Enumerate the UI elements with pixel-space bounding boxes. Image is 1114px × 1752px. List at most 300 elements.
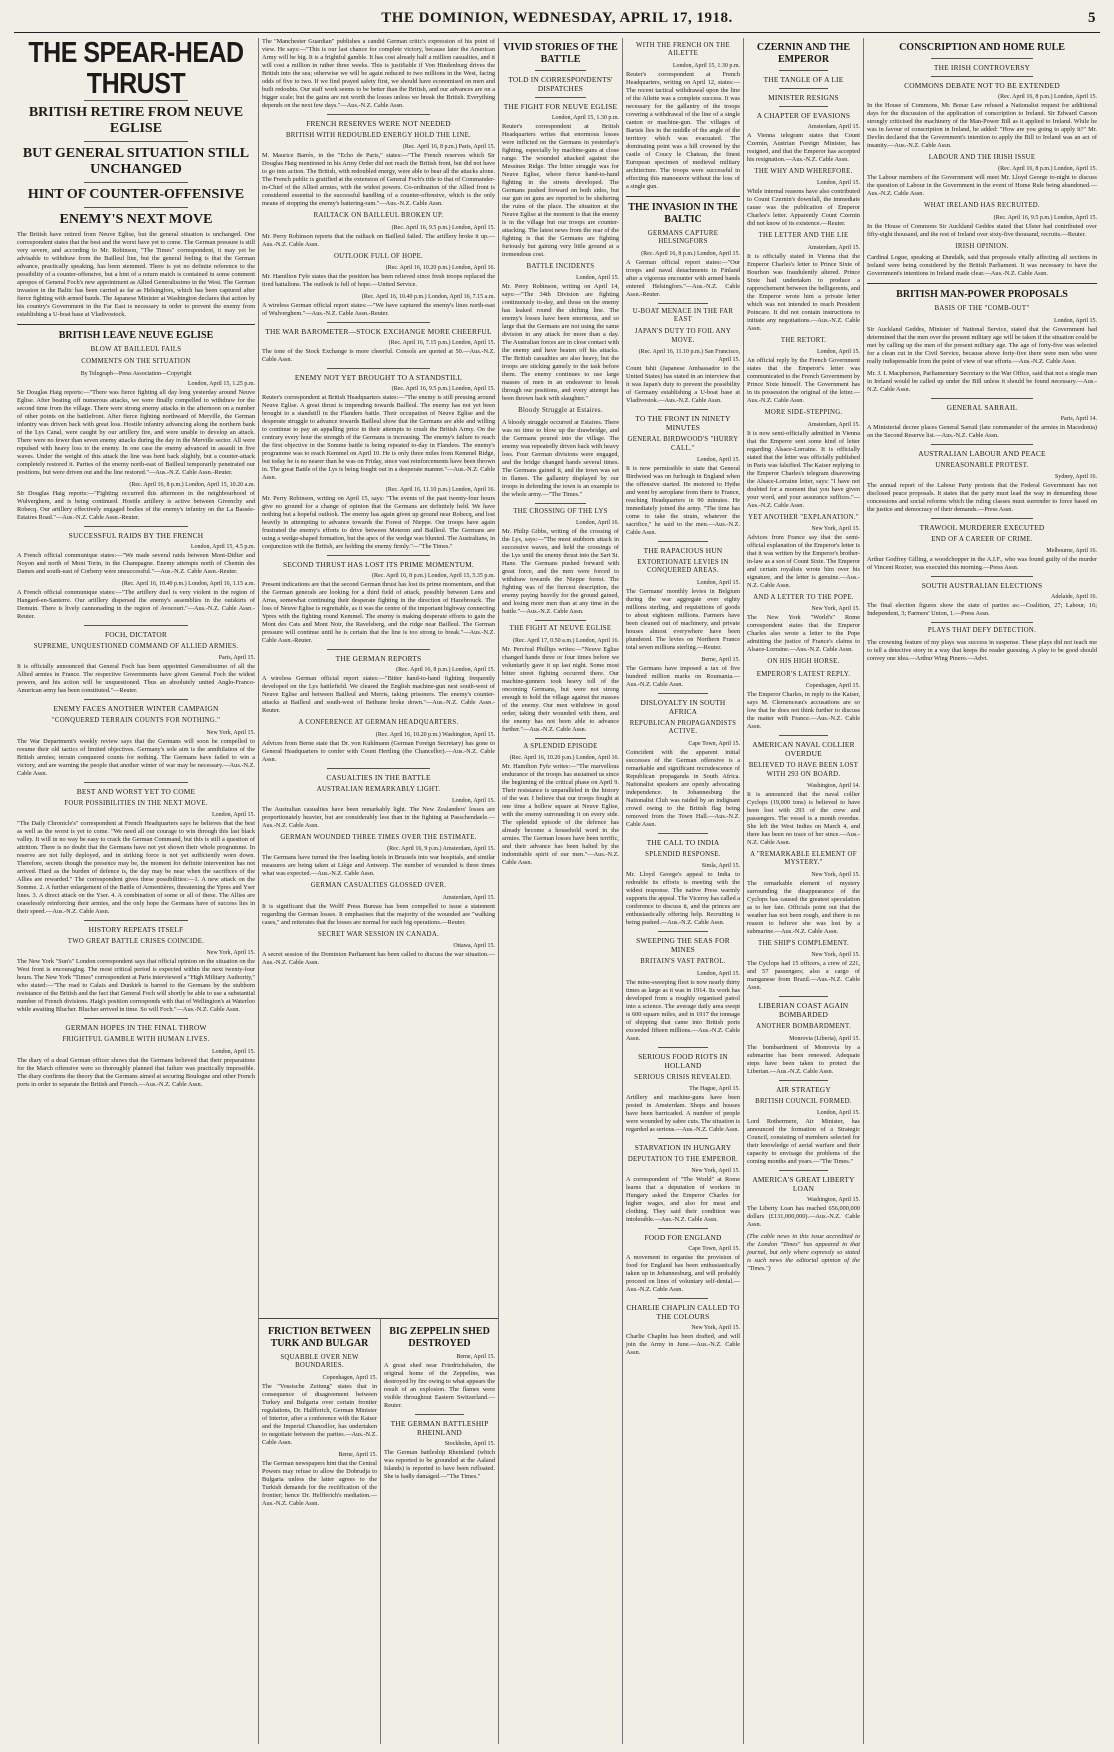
article-text: A correspondent of "The World" at Rome learns that a deputation of workers in Hungary asked the Emperor Charles for higher wages, and also for meat and clothing. They said their condition was intolerable.—Aus.-N.Z. Cable Assn. bbox=[626, 1176, 740, 1224]
rule bbox=[779, 996, 829, 997]
dateline: (Rec. April 16, 8 p.m.) London, April 15. bbox=[998, 94, 1097, 100]
rule bbox=[327, 322, 430, 323]
article-text: A secret session of the Dominion Parliament has been called to discuss the war situation.—Aus.-N.Z. Cable Assn. bbox=[262, 951, 495, 967]
rule bbox=[535, 620, 587, 621]
dateline: Berne, April 15. bbox=[701, 656, 740, 663]
headline: BEST AND WORST YET TO COME bbox=[76, 786, 196, 796]
dateline: Amsterdam, April 15. bbox=[807, 421, 860, 428]
article-text: The "Manchester Guardian" publishes a candid German critic's expression of his point of view. He says:—"This is our last chance for complete victory, because later the American Army will be big. It is a frightful gamble. It has cost already half a million casualties, and it will cost a million in rather three weeks. This is justifiable if Von Hindenburg drives the British into the sea; otherwise we will be again reduced to two millions in the West, facing odds of five to two. If we find prayed safety first, we should have economised on men and built redoubts. Our staff work seems to be better than the British, and our advances are on a bigger scale; but the gains are not worth the losses unless we break the British. Everything depends on the next few days."—Aus.-N.Z. Cable Assn. bbox=[262, 38, 495, 109]
article-text: The German newspapers hint that the Central Powers may refuse to allow the Dobrudja to Bulgaria unless the latter agrees to the Turkish demands for the rectification of the frontier; hence Dr. Helfferich's mediation.—Aus.-N.Z. Cable Assn. bbox=[262, 1459, 377, 1507]
headline: ENEMY'S NEXT MOVE bbox=[59, 212, 213, 227]
dateline: London, April 15, 1.25 p.m. bbox=[187, 380, 255, 387]
subheadline: LABOUR AND THE IRISH ISSUE bbox=[928, 154, 1036, 161]
rule bbox=[779, 70, 829, 71]
page-number: 5 bbox=[1088, 10, 1096, 26]
dateline: London, April 15. bbox=[697, 579, 740, 586]
headline: AMERICA'S GREAT LIBERTY LOAN bbox=[752, 1175, 855, 1194]
rule bbox=[259, 1318, 498, 1319]
headline: BUT GENERAL SITUATION STILL UNCHANGED bbox=[22, 146, 250, 177]
rule bbox=[327, 555, 430, 556]
dateline: The Hague, April 15. bbox=[689, 1085, 740, 1092]
rule bbox=[931, 76, 1032, 77]
rule bbox=[415, 1414, 464, 1415]
article-text: A French official communique states:—"We made several raids between Mont-Didier and Noyon and north of Mont Torin, in the Champagne. Enemy attempts north of Chemin des Dames and south-east of Corbeny were unsuccessful."—Aus.-N.Z. Cable Assn.-Reuter. bbox=[17, 551, 255, 575]
subheadline: BELIEVED TO HAVE BEEN LOST WITH 293 ON BOARD. bbox=[748, 762, 859, 778]
column-1 bbox=[14, 38, 258, 1744]
headline: CZERNIN AND THE EMPEROR bbox=[756, 42, 851, 65]
subheadline: RAILTACK ON BAILLEUL BROKEN UP. bbox=[313, 212, 444, 220]
subheadline: U-BOAT MENACE IN THE FAR EAST bbox=[632, 307, 734, 324]
headline: VIVID STORIES OF THE BATTLE bbox=[503, 42, 618, 65]
masthead-title: THE DOMINION, WEDNESDAY, APRIL 17, 1918. bbox=[381, 10, 733, 26]
headline: BRITISH RETIRE FROM NEUVE EGLISE bbox=[28, 105, 244, 136]
rule bbox=[84, 182, 189, 183]
article-text: In the House of Commons, Mr. Bonar Law refused a Nationalist request for additional days for the discussion of the application of conscription to Ireland. Sir Edward Carson strongly criticised the machinery of the Man-Power Bill as it applied to Ireland. While he was in favour of conscription in Ireland, he added: "How are you going to apply it?" Mr. Devlin declared that the Government's intention to apply the Bill to Ireland was an act of insanity.—Aus.-N.Z. Cable Assn. bbox=[867, 102, 1097, 149]
subheadline: TWO GREAT BATTLE CRISES COINCIDE. bbox=[67, 938, 205, 946]
dateline: (Rec. April 16, 9 p.m.) Amsterdam, April 15. bbox=[387, 846, 495, 853]
subheadline: WITH THE FRENCH ON THE AILETTE bbox=[636, 42, 730, 58]
dateline: (Rec. April 16, 10.20 p.m.) London, April 16. bbox=[509, 755, 619, 762]
headline: THE GERMAN REPORTS bbox=[335, 654, 422, 664]
subheadline: "CONQUERED TERRAIN COUNTS FOR NOTHING." bbox=[51, 717, 221, 725]
article-text: A German official report states:—"Our troops and naval detachments in Finland after a vigorous encounter with armed bands entered Helsingfors."—Aus.-N.Z. Cable Assn.-Reuter. bbox=[626, 258, 740, 298]
article-text: "The Daily Chronicle's" correspondent at French Headquarters says he believes that the best as well as the worst is yet to come. "We need all our courage to win through this last black valley. It will in no way be easy to crack the German Command, but this is still a question of attrition. There is no doubt that the Germans have not yet shown their whole programme. In reserve are not fully deployed, and in striking force is not yet sufficiently worn down. Therefore, secrets though the presence may be, the moment for definite intervention has not arrived. Hard as the burden of defence is, the day may be near when the sacrifices of the Allies are rewarded." The correspondent gives these possibilities:—1. A new attack on the Somme. 2. A further enlargement of the Battle of Armentières, threatening the Ypres and Yser lines. 3. A direct attack on the Yser. 4. A combination of some or all of these. The Allies are ceaselessly reinforcing their armies, and the only hope the Germans have of success lies in their speed.—Aus.-N.Z. Cable Assn. bbox=[17, 820, 255, 916]
dateline: (Rec. April 16, 8 p.m.) London, April 15, 5.35 p.m. bbox=[372, 573, 495, 580]
subheadline: PLAYS THAT DEFY DETECTION. bbox=[927, 627, 1037, 635]
rule bbox=[84, 782, 189, 783]
rule bbox=[658, 833, 708, 834]
dateline: London, April 15. bbox=[817, 1110, 860, 1117]
dateline: (Rec. April 16, 10.40 p.m.) London, April 16, 7.15 a.m. bbox=[361, 294, 495, 301]
article-text: The German battleship Rheinland (which was reported to be grounded at the Aaland Islands) is reported to have been refloated. She is badly damaged.—"The Times." bbox=[384, 1449, 495, 1480]
rule bbox=[867, 283, 1097, 284]
dateline: Cape Town, April 15. bbox=[688, 740, 740, 747]
subheadline: IRISH OPINION. bbox=[955, 242, 1009, 250]
article-text: Mr. Perry Robinson reports that the railtack on Bailleul failed. The artillery broke it up.—Aus.-N.Z. Cable Assn. bbox=[262, 232, 495, 248]
article-text: The New York "World's" Rome correspondent states that the Emperor Charles also wrote a letter to the Pope admitting the justice of France's claims to Alsace-Lorraine.—Aus.-N.Z. Cable Assn. bbox=[747, 614, 860, 654]
article-text: A bloody struggle occurred at Estaires. There was no time to blow up the drawbridge, and the Germans poured into the village. The enemy was repeatedly driven back with heavy loss. Four German divisions were engaged, and the bridge changed hands several times. The Germans gained it, and the town was set in flames. The gallantry displayed by our troops in defending the town is an example to the whole army.—"The Times." bbox=[502, 418, 619, 498]
rule bbox=[779, 735, 829, 736]
headline: THE IRISH CONTROVERSY bbox=[933, 63, 1031, 72]
article-text: Sir Douglas Haig reports:—"Fighting occurred this afternoon in the neighbourhood of Wulverghem, and is being continued. Hostile artillery is active between Givenchy and Robecq. Our artillery effectively engaged bodies of the enemy's infantry on the La Bassée-Estaires Road."—Aus.-N.Z. Cable Assn.-Reuter. bbox=[17, 489, 255, 521]
dateline: Paris, April 15. bbox=[218, 655, 255, 662]
subheadline: THE SHIP'S COMPLEMENT. bbox=[758, 939, 849, 947]
headline: FRICTION BETWEEN TURK AND BULGAR bbox=[267, 1326, 372, 1349]
dateline: (Rec. April 16, 10.20 p.m.) London, April 16. bbox=[385, 265, 495, 272]
masthead bbox=[14, 6, 1100, 33]
headline: CONSCRIPTION AND HOME RULE bbox=[899, 42, 1065, 53]
rule bbox=[658, 1228, 708, 1229]
rule bbox=[658, 1298, 708, 1299]
dateline: (Rec. April 16, 8 p.m.) London, April 15. bbox=[641, 250, 740, 257]
dateline: Melbourne, April 16. bbox=[1046, 548, 1097, 555]
headline: STARVATION IN HUNGARY bbox=[634, 1142, 732, 1152]
rule bbox=[327, 649, 430, 650]
headline: SERIOUS FOOD RIOTS IN HOLLAND bbox=[638, 1051, 728, 1070]
dateline: London, April 15. bbox=[817, 180, 860, 187]
subheadline: BRITISH COUNCIL FORMED. bbox=[755, 1097, 852, 1105]
headline: THE TANGLE OF A LIE bbox=[763, 75, 844, 84]
article-text: Advices from France say that the semi-official explanation of the Emperor's letter is that it was written by the Emperor's brother-in-law as a son of Count Sixte. The Emperor and certain royalists wrote him over his signature, and the letter is genuine.—Aus.-N.Z. Cable Assn. bbox=[747, 534, 860, 590]
article-text: A great shed near Friedrichshafen, the original home of the Zeppelins, was destroyed by fire owing to what appears the result of an explosion. The flames were visible throughout Eastern Switzerland.—Reuter. bbox=[384, 1362, 495, 1409]
article-text: The diary of a dead German officer shows that the Germans believed that their preparations for the March offensive were so thoroughly planned that failure was practically impossible. The diary confirms the theory that the Germans aimed at securing Boulogne and other French ports in order to separate the British and French.—Aus.-N.Z. Cable Assn. bbox=[17, 1056, 255, 1088]
article-text: A Vienna telegram states that Count Czernin, Austrian Foreign Minister, has resigned, and that the Emperor has accepted his resignation.—Aus.-N.Z. Cable Assn. bbox=[747, 132, 860, 163]
dateline: New York, April 15. bbox=[811, 952, 860, 959]
dateline: New York, April 15. bbox=[206, 729, 255, 736]
dateline: London, April 15, 1.30 p.m. bbox=[672, 62, 740, 69]
article-text: A wireless German official report states:—"We have captured the enemy's lines north-east of Wulverghem."—Aus.-N.Z. Cable Assn.-Reuter. bbox=[262, 302, 495, 318]
subheadline: END OF A CAREER OF CRIME. bbox=[931, 536, 1033, 544]
article-text: The remarkable element of mystery surrounding the disappearance of the Cyclops has caused the greatest speculation as to her fate. Officials point out that the weather has not been rough, and there is no reason to believe she was lost by a submarine.—Aus.-N.Z. Cable Assn. bbox=[747, 879, 860, 935]
dateline: Washington, April 14. bbox=[807, 783, 860, 790]
dateline: London, April 15. bbox=[576, 275, 619, 282]
rule bbox=[931, 58, 1032, 59]
article-text: Sir Douglas Haig reports:—"There was fierce fighting all day long yesterday around Neuve Eglise. After beating off numerous attacks, we were finally compelled to withdraw for the second time from the village. There were strong enemy attacks in the afternoon on a number of other points on the battlefront. After fierce fighting northward of Merville, the German infantry was driven back with great loss. Hostile infantry advancing along the northern bank of the Lys Canal, were caught by our artillery fire, and were unable to develop an attack. There were no fewer than seven enemy attacks during the day in the Merville sector. All were repulsed with heavy loss to the enemy. In one case the enemy advanced in assault in five waves. Under the weight of this attack the line was bent back slightly, but a counter-attack completely restored it. Parties of the enemy north-east of Bailleul temporarily penetrated our positions, but were driven out and the line restored."—Aus.-N.Z. Cable Assn.-Reuter. bbox=[17, 388, 255, 476]
headline-main: THE SPEAR-HEAD THRUST bbox=[28, 38, 244, 101]
article-text: The tone of the Stock Exchange is more cheerful. Consols are quoted at 50.—Aus.-N.Z. Cable Assn. bbox=[262, 348, 495, 364]
dateline: (Rec. April 16, 9.5 p.m.) London, April 15. bbox=[391, 224, 495, 231]
rule bbox=[535, 503, 587, 504]
article-text: Sir Auckland Geddes, Minister of National Service, stated that the Government had determined that the men over the present military age will be taken if the situation could be met by calling up the men of the present military age. The age of forty-five was selected for a clean cut in the Civil Service, because above forty-five there were men who were really indispensable from the point of view of war efforts.—Aus.-N.Z. Cable Assn. bbox=[867, 325, 1097, 365]
headline: TOLD IN CORRESPONDENTS' DISPATCHES bbox=[508, 75, 613, 93]
dateline: (Rec. April 16, 8 p.m.) London, April 15, 10.20 a.m. bbox=[129, 481, 255, 488]
subheadline: THE WHY AND WHEREFORE. bbox=[754, 168, 853, 175]
subheadline: FRIGHTFUL GAMBLE WITH HUMAN LIVES. bbox=[62, 1036, 210, 1044]
subheadline: THE FIGHT AT NEUVE EGLISE bbox=[509, 625, 612, 633]
column-3 bbox=[499, 38, 622, 1744]
dateline: (Rec. April 16, 9.5 p.m.) London, April 15. bbox=[993, 214, 1097, 221]
headline: THE CALL TO INDIA bbox=[646, 837, 720, 847]
dateline: Simla, April 15. bbox=[701, 863, 740, 870]
article-text: It is officially announced that General Foch has been appointed Generalissimo of all the Allied armies in France. The respective Governments have given General Foch the widest powers, and his action will be unquestioned. Thus an absolutely united Anglo-Franco-American army has been constituted."—Reuter. bbox=[17, 663, 255, 695]
rule bbox=[931, 398, 1032, 399]
headline: THE INVASION IN THE BALTIC bbox=[628, 201, 738, 225]
dateline: Stockholm, April 15. bbox=[444, 1441, 495, 1447]
dateline: (Rec. April 16, 8 p.m.) Paris, April 15. bbox=[402, 144, 495, 151]
subheadline: EMPEROR'S LATEST REPLY. bbox=[756, 670, 851, 678]
rule bbox=[931, 444, 1032, 445]
subheadline: FOUR POSSIBILITIES IN THE NEXT MOVE. bbox=[64, 799, 208, 807]
article-text: It is announced that the naval collier Cyclops (19,000 tons) is believed to have been lost with 293 of the crew and passengers. The vessel is a month overdue. She left the West Indies on March 4, and there has been no trace of her since.—Aus.-N.Z. Cable Assn. bbox=[747, 791, 860, 847]
headline: AUSTRALIAN LABOUR AND PEACE bbox=[918, 448, 1046, 458]
article-text: While internal reasons have also contributed to Count Czernin's downfall, the immediate cause was the publication of Emperor Charles's letter. Apparently Count Czernin did not know of its existence.—Reuter. bbox=[747, 188, 860, 228]
article-text: The New York "Sun's" London correspondent says that official opinion on the situation on the West front is encouraging. The most critical period is expected within the next twenty-four hours. The New York "Times" correspondent at Paris interviewed a "High Military Authority," who stated:—"The road to Calais and Dunkirk is barred to the Germans by the stubborn resistance of the British and the fact that General Foch will shortly be able to use a substantial number of French divisions. Haig's position corresponds with that of Wellington's at Waterloo while awaiting Blucher. Blucher arrived in time. So will Foch."—Aus.-N.Z. Cable Assn. bbox=[17, 958, 255, 1014]
subheadline: EXTORTIONATE LEVIES IN CONQUERED AREAS. bbox=[637, 559, 729, 575]
article-text: An official reply by the French Government states that the Emperor's letter was communicated to the French Government by Prince Sixte himself. The Government has in its possession the original of the letter.—Aus.-N.Z. Cable Assn. bbox=[747, 357, 860, 405]
article-text: The Germans have turned the five leading hotels in Brussels into war hospitals, and similar measures are being taken at Liège and Antwerp. The number of wounded is three times what was expected.—Aus.-N.Z. Cable Assn. bbox=[262, 854, 495, 878]
headline: GERMAN HOPES IN THE FINAL THROW bbox=[65, 1023, 207, 1033]
dateline: Amsterdam, April 15. bbox=[807, 124, 860, 130]
subheadline: GENERAL BIRDWOOD'S "HURRY CALL." bbox=[627, 436, 739, 452]
headline: CHARLIE CHAPLIN CALLED TO THE COLOURS bbox=[626, 1303, 740, 1322]
rule bbox=[626, 196, 740, 197]
dateline: New York, April 15. bbox=[691, 1168, 740, 1175]
rule bbox=[327, 768, 430, 769]
article-text: The Germans' monthly levies in Belgium during the war aggregate over eighty millions sterling, and requisitions of goods to about eighteen millions. Farmers have been cleaned out of machinery, and private houses almost everywhere have been plundered. The levies on Northern France total seven millions sterling.—Reuter. bbox=[626, 587, 740, 651]
rule bbox=[658, 931, 708, 932]
subheadline: SUPREME, UNQUESTIONED COMMAND OF ALLIED ARMIES. bbox=[33, 642, 239, 650]
article-text: Mr. Hamilton Fyfe writes:—"The marvellous endurance of the troops has sustained us since the beginning of the critical phase on April 9. Their resistance is unparalleled in the history of the war. I believe that our troops fought at one time a hollow square at Neuve Eglise, with the enemy surrounding it on every side. The splendid episode of the defence has already become a household word in the armies. The German losses have been terrific, and their advance has been halted by the indomitable spirit of our men."—Aus.-N.Z. Cable Assn. bbox=[502, 763, 619, 867]
article-text: A Ministerial decree places General Sarrail (late commander of the armies in Macedonia) on the Second Reserve list.—Aus.-N.Z. Cable Assn. bbox=[867, 423, 1097, 439]
headline: FOCH, DICTATOR bbox=[104, 629, 168, 639]
article-text: The Liberty Loan has reached 656,000,000 dollars (£131,000,000).—Aus.-N.Z. Cable Assn. bbox=[747, 1205, 860, 1229]
subheadline: AND A LETTER TO THE POPE. bbox=[753, 594, 854, 602]
subheadline: AUSTRALIAN REMARKABLY LIGHT. bbox=[316, 785, 441, 793]
rule bbox=[931, 518, 1032, 519]
article-text: The War Department's weekly review says that the Germans will soon be compelled to resume their old tactics of limited objectives. Germany's sole aim is the annihilation of the British armies; terrain conquered counts for nothing. The Germans have failed to win a victory, and are warning the people that another winter of war may be necessary.—Aus.-N.Z. Cable Assn. bbox=[17, 737, 255, 777]
subheadline: SQUABBLE OVER NEW BOUNDARIES. bbox=[280, 1354, 359, 1370]
subheadline: GERMANS CAPTURE HELSINGFORS bbox=[647, 229, 719, 246]
rule bbox=[84, 920, 189, 921]
lead-paragraph: The British have retired from Neuve Eglise, but the general situation is unchanged. One correspondent states that the best and the worst have yet to come. The German pressure is still very severe, and according to Mr. Robinson, "The Times" correspondent, it may yet be advisable to withdraw from the Bailleul line, but the general feeling is that the German advance, practically speaking, has been stemmed. There is yet no definite reference to the possibility of a counter-offensive, but a hint of a return match is contained in some comment apropos of General Foch's new appointment as Allied Generalissimo in the West. The German invasion in the Baltic has been carried as far as Helsingfors, which has been captured after fierce fighting with armed bands. The Japanese Minister at Washington declares that action by his country's Government in the Far East is necessary in order to prevent the enemy from establishing a U-boat base at Vladivostock. bbox=[17, 231, 255, 318]
dateline: London, April 15, 1.30 p.m. bbox=[551, 115, 619, 121]
column-6 bbox=[864, 38, 1100, 1744]
article-text: Mr. Hamilton Fyfe states that the position has been relieved since fresh troops replaced the tired battalions. The outlook is full of hope.—United Service. bbox=[262, 273, 495, 289]
rule bbox=[84, 141, 189, 142]
headline: DISLOYALTY IN SOUTH AFRICA bbox=[640, 697, 726, 716]
dateline: Sydney, April 16. bbox=[1055, 474, 1097, 481]
byline: By Telegraph—Press Association—Copyright bbox=[80, 370, 192, 377]
subheadline: DEPUTATION TO THE EMPEROR. bbox=[627, 1155, 739, 1163]
headline: FOOD FOR ENGLAND bbox=[644, 1233, 722, 1243]
dateline: Copenhagen, April 15. bbox=[322, 1374, 377, 1381]
dateline: Washington, April 15. bbox=[807, 1197, 860, 1204]
dateline: (Rec. April 16, 10.40 p.m.) London, April 16, 1.15 a.m. bbox=[121, 580, 255, 587]
article-text: Mr. Lloyd George's appeal to India to redouble its efforts is meeting with the widest response. The native Press warmly supports the appeal. The Viceroy has called a conference to discuss it, and the princes are enthusiastically offering help. Recruiting is being pushed.—Aus.-N.Z. Cable Assn. bbox=[626, 871, 740, 927]
subheadline: BLOW AT BAILLEUL FAILS bbox=[90, 346, 182, 353]
dateline: (Rec. April 16, 8 p.m.) London, April 15. bbox=[396, 667, 495, 674]
rule bbox=[779, 1080, 829, 1081]
article-text: Mr. Percival Phillips writes:—"Neuve Eglise changed hands three or four times before we voluntarily gave it up last night. Some most bitter street fighting occurred there. Our machine-gunners took heavy toll of the oncoming Germans, but were not strong enough to hold the village against the masses of the enemy. Our men withdrew in good order, taking their wounded with them, and the enemy has not been able to advance further."—Aus.-N.Z. Cable Assn. bbox=[502, 645, 619, 733]
dateline: London, April 15, 4.5 p.m. bbox=[190, 543, 255, 550]
headline: COMMONS DEBATE NOT TO BE EXTENDED bbox=[904, 81, 1060, 90]
dateline: (Rec. April 16, 9.5 p.m.) London, April 15. bbox=[391, 386, 495, 393]
article-text: Mr. Perry Robinson, writing on April 15, says: "The events of the past twenty-four hours give no ground for a change of opinion that the Germans are definitely held. We have nothing but a hopeful outlook. The enemy has again given up ground near Robecq, and lost heavily in attempting to advance towards the Forest of Nieppe. Our troops have again frustrated the enemy's efforts to drive between Meteren and Bailleul. The Germans are using a wedge-shaped formation, but the apex of the wedge was blunted. The Australians, in conjunction with the British, are holding the enemy firmly."—"The Times." bbox=[262, 495, 495, 551]
dateline: (Rec. April 16, 8 p.m.) London, April 15. bbox=[998, 166, 1097, 173]
dateline: Monrovia (Liberia), April 15. bbox=[789, 1035, 860, 1042]
article-text: The bombardment of Monrovia by a submarine has been renewed. Adequate steps have been taken to protect the Liberian.—Aus.-N.Z. Cable Assn. bbox=[747, 1043, 860, 1075]
rule bbox=[84, 1018, 189, 1019]
headline: ENEMY NOT YET BROUGHT TO A STANDSTILL bbox=[294, 373, 463, 383]
article-text: Reuter's correspondent at British Headquarters writes that enormous losses were inflicted on the Germans in yesterday's fighting, especially by machine-guns at close range. The wounded attacked against the Messines Ridge. The bitter struggle was for Neuve Eglise, where fierce hand-to-hand fighting in the streets developed. The Germans pushed forward on both sides, but our gun on guns are reported to be sheltering the ruins of the place. The situation at the Neuve Eglise at the moment is that the enemy is in the village but our troops are counter-attacking. The latest news from the rear of the fighting is that the Germans are fighting furiously but gaining very little ground at a tremendous cost. bbox=[502, 123, 619, 258]
subheadline: BASIS OF THE "COMB-OUT" bbox=[934, 305, 1030, 313]
headline: A CHAPTER OF EVASIONS bbox=[756, 111, 851, 120]
subheadline: THE RETORT. bbox=[780, 336, 827, 344]
article-text: The "Vossische Zeitung" states that in consequence of disagreement between Turkey and Bulgaria over certain frontier regulations, Dr. Halfferich, German Minister of Interior, after a conference with the Kaiser and the Imperial Chancellor, has undertaken to negotiate between the parties.—Aus.-N.Z. Cable Assn. bbox=[262, 1382, 377, 1446]
subheadline: UNREASONABLE PROTEST. bbox=[935, 461, 1029, 469]
headline: THE RAPACIOUS HUN bbox=[643, 546, 723, 556]
column-5 bbox=[744, 38, 863, 1744]
dateline: London, April 15. bbox=[697, 970, 740, 977]
article-text: The Labour members of the Government will meet Mr. Lloyd George to-night to discuss the question of Labour in the Government in the event of Home Rule being abandoned.—Aus.-N.Z. Cable Assn. bbox=[867, 174, 1097, 198]
headline: THE GERMAN BATTLESHIP RHEINLAND bbox=[390, 1419, 489, 1437]
headline: THE WAR BAROMETER—STOCK EXCHANGE MORE CHEERFUL bbox=[265, 327, 492, 337]
subheadline: BRITISH WITH REDOUBLED ENERGY HOLD THE LINE. bbox=[285, 132, 472, 139]
dateline: Paris, April 14. bbox=[1060, 415, 1097, 422]
rule bbox=[658, 1138, 708, 1139]
subheadline: BATTLE INCIDENTS bbox=[526, 263, 595, 270]
headline: LIBERIAN COAST AGAIN BOMBARDED bbox=[758, 1001, 849, 1020]
subheadline: COMMENTS ON THE SITUATION bbox=[81, 358, 191, 366]
subheadline: THE LETTER AND THE LIE bbox=[758, 232, 849, 240]
subheadline: SECRET WAR SESSION IN CANADA. bbox=[317, 930, 440, 938]
subheadline: A CONFERENCE AT GERMAN HEADQUARTERS. bbox=[298, 719, 459, 727]
article-text: Mr. J. I. Macpherson, Parliamentary Secretary to the War Office, said that not a single man in Ireland would be called up under the Bill unless it should be found necessary.—Aus.-N.Z. Cable Assn. bbox=[867, 369, 1097, 393]
headline: AMERICAN NAVAL COLLIER OVERDUE bbox=[752, 740, 855, 759]
subheadline: GERMAN WOUNDED THREE TIMES OVER THE ESTIMATE. bbox=[280, 834, 477, 842]
subheadline: A SPLENDID EPISODE bbox=[523, 742, 598, 750]
rule bbox=[931, 576, 1032, 577]
subheadline: BRITAIN'S VAST PATROL. bbox=[640, 958, 726, 966]
dateline: Adelaide, April 16. bbox=[1051, 594, 1097, 601]
dateline: (Rec. April 17, 0.50 a.m.) London, April 16. bbox=[513, 637, 619, 644]
dateline: (Rec. April 16, 11.10 p.m.) London, April 16. bbox=[385, 487, 495, 494]
dateline: London, April 16. bbox=[576, 520, 619, 527]
rule bbox=[658, 693, 708, 694]
dateline: Amsterdam, April 15. bbox=[807, 244, 860, 251]
rule bbox=[327, 368, 430, 369]
article-text: The Emperor Charles, in reply to the Kaiser, says M. Clemenceau's accusations are so low that he does not think further to discuss the matter with France.—Aus.-N.Z. Cable Assn. bbox=[747, 691, 860, 731]
article-text: Count Ishii (Japanese Ambassador to the United States) has stated in an interview that it was Japan's duty to prevent the possibility of Germany establishing a U-boat base at Vladivostok.—Aus.-N.Z. Cable Assn. bbox=[626, 365, 740, 405]
headline: BRITISH LEAVE NEUVE EGLISE bbox=[58, 330, 214, 341]
article-text: Reuter's correspondent at French Headquarters, writing on April 12, states:—The recent tactical withdrawal upon the line of the Ailette was a complete success. It was necessary for the gallantry of the troops covering a withdrawal of the line of a single canton or machine-gun. The villages of Barisis lies in the middle of the angle of the territory which was evacuated. The dominating point was a hill crowned by the castle of Coucy le Chateau, the finest European specimen of medieval military architecture. The troops were successful in effecting this manoeuvre without the loss of a single gun. bbox=[626, 70, 740, 190]
dateline: London, April 15. bbox=[452, 798, 495, 805]
article-text: Present indications are that the second German thrust has lost its prime momentum, and that the German generals are looking for a third field of attack, possibly between Lens and Arras, somewhat continuing their desperate fighting in the direction of Hazebrouck. The loss of Neuve Eglise is regrettable, as it was the centre of the important highway connecting Ypres with the fighting round Kemmel. The enemy is making desperate efforts to gain the Mont des Cats and Mont Noir, the Ravelsberg, and the ridge near Bailleul. The German pressure will continue until he is certain that the line is too strong to break."—Aus.-N.Z. Cable Assn.-Reuter. bbox=[262, 581, 495, 645]
dateline: Copenhagen, April 15. bbox=[805, 683, 860, 690]
headline: GENERAL SARRAIL bbox=[946, 402, 1018, 412]
rule bbox=[931, 622, 1032, 623]
subheadline: A "REMARKABLE ELEMENT OF MYSTERY." bbox=[750, 851, 857, 867]
article-text: Lord Rothermere, Air Minister, has announced the formation of a Strategic Council, consisting of members selected for their knowledge of aerial warfare and their capacity to envisage the problems of the coming months and years.—"The Times." bbox=[747, 1118, 860, 1166]
headline: SOUTH AUSTRALIAN ELECTIONS bbox=[921, 581, 1043, 591]
headline: SUCCESSFUL RAIDS BY THE FRENCH bbox=[68, 530, 204, 540]
rule bbox=[658, 541, 708, 542]
headline: MINISTER RESIGNS bbox=[768, 93, 839, 102]
editorial-note: (The cable news in this issue accredited to the London "Times" has appeared in that journal, but only where expressly so stated is such news the editorial opinion of the "Times.") bbox=[747, 1233, 860, 1273]
column-2 bbox=[259, 38, 498, 1312]
dateline: New York, April 15. bbox=[811, 606, 860, 613]
subheadline: ANOTHER BOMBARDMENT. bbox=[756, 1023, 851, 1031]
headline: ENEMY FACES ANOTHER WINTER CAMPAIGN bbox=[53, 704, 219, 714]
article-text: Cardinal Logue, speaking at Dundalk, said that proposals vitally affecting all sections in Ireland were being considered by the British Parliament. It was necessary to have the Government's intentions in Ireland made clear.—Aus.-N.Z. Cable Assn. bbox=[867, 254, 1097, 278]
rule bbox=[84, 207, 189, 208]
rule bbox=[658, 303, 708, 304]
article-text: The Cyclops had 15 officers, a crew of 221, and 57 passengers; also a cargo of manganese from Brazil.—Aus.-N.Z. Cable Assn. bbox=[747, 960, 860, 992]
article-text: The crowning feature of my plays was success in suspense. These plays did not teach me to tell a detective story in a way that keeps the reader guessing. A play to be good should convey one idea.—Arthur Wing Pinero.—Advt. bbox=[867, 638, 1097, 662]
headline: HINT OF COUNTER-OFFENSIVE bbox=[27, 187, 245, 202]
headline: THE FIGHT FOR NEUVE EGLISE bbox=[503, 102, 618, 111]
headline: HISTORY REPEATS ITSELF bbox=[88, 925, 184, 935]
rule bbox=[84, 699, 189, 700]
article-text: The Australian casualties have been remarkably light. The New Zealanders' losses are proportionately heavier, but are considerably less than in the fighting at Passchendaele.—Aus.-N.Z. Cable Assn. bbox=[262, 806, 495, 830]
subheadline: WHAT IRELAND HAS RECRUITED. bbox=[924, 202, 1040, 210]
rule bbox=[17, 324, 255, 325]
subheadline: SERIOUS CRISIS REVEALED. bbox=[634, 1073, 732, 1081]
subheadline: REPUBLICAN PROPAGANDISTS ACTIVE. bbox=[629, 719, 737, 736]
article-text: The annual report of the Labour Party protests that the Federal Government has not disclosed peace proposals. It states that the party must lead the way in demanding those concessions and social reforms which the ruling classes must surrender to force based on the justice and democracy of their demands.—Press Assn. bbox=[867, 482, 1097, 514]
subheadline: OUTLOOK FULL OF HOPE. bbox=[333, 252, 424, 260]
rule bbox=[84, 526, 189, 527]
dateline: Berne, April 15. bbox=[338, 1451, 377, 1458]
headline: AIR STRATEGY bbox=[776, 1084, 831, 1094]
dateline: (Rec. April 16, 7.15 p.m.) London, April 15. bbox=[388, 340, 495, 347]
dateline: London, April 15. bbox=[1054, 317, 1097, 324]
subheadline: Bloody Struggle at Estaires. bbox=[518, 407, 603, 415]
column-4 bbox=[623, 38, 743, 1744]
dateline: New York, April 15. bbox=[811, 871, 860, 878]
subheadline: SPLENDID RESPONSE. bbox=[645, 850, 721, 858]
rule bbox=[658, 1047, 708, 1048]
dateline: London, April 15. bbox=[697, 457, 740, 464]
article-text: Arthur Godfrey Gilling, a woodchopper in the A.I.F., who was found guilty of the murder of Vincent Rozier, was executed this morning.—Press Assn. bbox=[867, 556, 1097, 572]
article-box-zeppelin bbox=[381, 1322, 498, 1742]
rule bbox=[84, 100, 189, 101]
dateline: Amsterdam, April 15. bbox=[442, 894, 495, 901]
article-box-friction bbox=[259, 1322, 380, 1742]
dateline: London, April 15. bbox=[212, 1048, 255, 1055]
article-text: It is significant that the Wolff Press Bureau has been compelled to issue a statement regarding the German losses. It emphasises that the majority of the wounded are "walking cases," and reiterates that the losses are normal for such big operations.—Reuter. bbox=[262, 902, 495, 926]
article-text: The final election figures show the state of parties as:—Coalition, 27; Labour, 16; Independent, 3; Farmers' Union, 1.—Press Assn. bbox=[867, 602, 1097, 618]
article-text: A movement to organise the provision of food for England has been enthusiastically taken up in Johannesburg, and will probably proceed on lines of voluntary self-denial.—Aus.-N.Z. Cable Assn. bbox=[626, 1254, 740, 1294]
article-text: The Germans have imposed a tax of five hundred million marks on Roumania.—Aus.-N.Z. Cable Assn. bbox=[626, 664, 740, 688]
article-text: M. Maurice Barrès, in the "Echo de Paris," states:—"The French reserves which Sir Douglas Haig mentioned in his Army Order did not reach the British front, but did not have to go into action. The British, with redoubled energy, were able to bear all the attacks alone. The French public is gratified at the extension of General Foch's title to that of Commander-in-Chief of the Allied armies, with the widest powers. Co-ordination of the Allied front is considered essential to the successful handling of a counter-offensive, which is the only means of stopping the enemy's battering-ram."—Aus.-N.Z. Cable Assn. bbox=[262, 152, 495, 208]
dateline: Cape Town, April 15. bbox=[688, 1246, 740, 1253]
headline: TRAWOOL MURDERER EXECUTED bbox=[919, 523, 1045, 533]
article-text: A French official communique states:—"The artillery duel is very violent in the region of Hangard-en-Santerre. Our artillery dispersed the enemy's assemblies in the outskirts of Demuin. There is lively cannonading in the region of Avocourt."—Aus.-N.Z. Cable Assn.-Reuter. bbox=[17, 588, 255, 620]
dateline: Ottawa, April 15. bbox=[453, 943, 495, 950]
article-text: It is now semi-officially admitted in Vienna that the Emperor sent some kind of letter regarding Alsace-Lorraine. It is officially stated that the letter was officially published in Paris was falsified. The Kaiser replying to the Emperor Charles's telegram disavowing the Alsace-Lorraine letter, says: "I have not doubted for a moment that you have given your word, and your assurance suffices."—Aus.-N.Z. Cable Assn. bbox=[747, 429, 860, 509]
subheadline: YET ANOTHER "EXPLANATION." bbox=[748, 513, 859, 521]
subheadline: MORE SIDE-STEPPING. bbox=[764, 409, 843, 417]
article-text: Mr. Philip Gibbs, writing of the crossing of the Lys, says:—"The most stubborn attack in successive waves, and held the crossings of the Lys until the enemy thrust into the Sart St. Hane. The Germans pushed forward with great force, and the men were forced to withdraw towards the Nieppe forest. The fighting was of the fiercest description, the enemy paying heavily for the ground gained, and losing more men than at any time in the battle."—Aus.-N.Z. Cable Assn. bbox=[502, 528, 619, 616]
dateline: London, April 15. bbox=[817, 349, 860, 356]
rule bbox=[535, 738, 587, 739]
article-text: Artillery and machine-guns have been posted in Amsterdam. Shops and houses have been barricaded. A number of people were wounded by sabre cuts. The situation is regarded as serious.—Aus.-N.Z. Cable Assn. bbox=[626, 1093, 740, 1133]
article-text: It is now permissible to state that General Birdwood was on furlough in England when the offensive started. He motored to Hythe and went by aeroplane from there to France, reaching Headquarters in 90 minutes. He immediately joined the army. "The time has come to take the strain, whatever the sacrifice," he said to the men.—Aus.-N.Z. Cable Assn. bbox=[626, 465, 740, 537]
article-text: Coincident with the apparent initial successes of the German offensive is a remarkable and significant recrudescence of Republican propaganda in South Africa. Nationalist speakers are openly advocating independence. In Johannesburg the Nationalist Club was raided by an indignant crowd owing to the British flag being removed from the Town Hall.—Aus.-N.Z. Cable Assn. bbox=[626, 748, 740, 828]
headline: TO THE FRONT IN NINETY MINUTES bbox=[635, 414, 731, 433]
rule bbox=[658, 409, 708, 410]
subheadline: ON HIS HIGH HORSE. bbox=[767, 658, 840, 666]
dateline: (Rec. April 16, 10.20 p.m.) Washington, April 15. bbox=[375, 731, 495, 738]
article-text: Advices from Berne state that Dr. von Kuhlmann (German Foreign Secretary) has gone to General Headquarters to confer with Count Hertling (the Chancellor).—Aus.-N.Z. Cable Assn. bbox=[262, 739, 495, 763]
dateline: London, April 15. bbox=[212, 812, 255, 819]
subheadline: THE CROSSING OF THE LYS bbox=[513, 507, 608, 515]
headline: BRITISH MAN-POWER PROPOSALS bbox=[896, 289, 1068, 301]
headline: FRENCH RESERVES WERE NOT NEEDED bbox=[306, 119, 451, 128]
rule bbox=[535, 70, 587, 71]
dateline: Berne, April 15. bbox=[456, 1354, 495, 1360]
article-text: It is officially stated in Vienna that the Emperor Charles's letter to Prince Sixte of Bourbon was fraudulently altered. Prince Sixte had undertaken to produce a rapprochement between the belligerents, and the Emperor wrote him a private letter which was not intended to reach President Poincare. It did not contain instructions to initiate any negotiations.—Aus.-N.Z. Cable Assn. bbox=[747, 252, 860, 332]
subheadline: GERMAN CASUALTIES GLOSSED OVER. bbox=[310, 882, 447, 890]
rule bbox=[779, 88, 829, 89]
rule bbox=[327, 114, 430, 115]
article-text: A wireless German official report states:—"Bitter hand-to-hand fighting frequently developed on the Lys battlefield. We cleared the English machine-gun nest south-west of Neuve Eglise and between Bailleul and Merris, taking prisoners. The enemy's counter-attacks at Bailleul and south-west of Bethune broke down."—Aus.-N.Z. Cable Assn.-Reuter. bbox=[262, 675, 495, 715]
rule bbox=[779, 1170, 829, 1171]
dateline: New York, April 15. bbox=[691, 1325, 740, 1332]
headline: SWEEPING THE SEAS FOR MINES bbox=[636, 936, 730, 955]
subheadline: JAPAN'S DUTY TO FOIL ANY MOVE. bbox=[634, 328, 732, 344]
rule bbox=[779, 106, 829, 107]
dateline: New York, April 15. bbox=[206, 950, 255, 957]
article-text: The mine-sweeping fleet is now nearly thirty times as large as it was in 1914. Its work has developed from a roughly organised patrol into a science. The average daily area swept is 600 square miles, and in 1917 the tonnage of shipping that came into British ports exceeded fifteen millions.—Aus.-N.Z. Cable Assn. bbox=[626, 978, 740, 1042]
dateline: New York, April 15. bbox=[811, 526, 860, 533]
headline: SECOND THRUST HAS LOST ITS PRIME MOMENTUM. bbox=[283, 560, 474, 570]
rule bbox=[535, 97, 587, 98]
rule bbox=[84, 625, 189, 626]
dateline: (Rec. April 16, 11.10 p.m.) San Francisco, April 15. bbox=[638, 349, 740, 364]
article-text: In the House of Commons Sir Auckland Geddes stated that Ulster had contributed over fifty-eight thousand, and the rest of Ireland over sixty-five thousand, recruits.—Reuter. bbox=[867, 222, 1097, 238]
